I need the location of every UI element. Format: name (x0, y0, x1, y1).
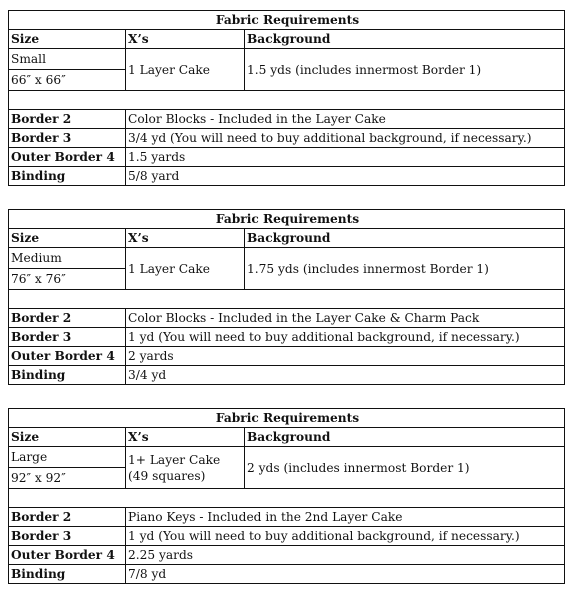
section-title: Fabric Requirements (9, 210, 565, 229)
background-value: 2 yds (includes innermost Border 1) (245, 447, 565, 489)
xs-header: X’s (126, 229, 245, 248)
row-value: 1.5 yards (126, 148, 565, 167)
row-value: 7/8 yd (126, 565, 565, 584)
section-small (8, 10, 564, 186)
xs-value (126, 49, 245, 91)
spacer-row (9, 489, 565, 508)
xs-value-line1: 1 Layer Cake (128, 62, 210, 77)
xs-header: X’s (126, 428, 245, 447)
row-label: Border 3 (9, 129, 126, 148)
spacer-row (9, 290, 565, 309)
row-value: 1 yd (You will need to buy additional background, if necessary.) (126, 328, 565, 347)
xs-value (126, 447, 245, 489)
row-value: Color Blocks - Included in the Layer Cake (126, 110, 565, 129)
row-value: 2.25 yards (126, 546, 565, 565)
size-header: Size (9, 229, 126, 248)
background-header: Background (245, 428, 565, 447)
section-title: Fabric Requirements (9, 409, 565, 428)
xs-value-line1: 1 Layer Cake (128, 261, 210, 276)
row-value: 2 yards (126, 347, 565, 366)
spacer-row (9, 91, 565, 110)
section-medium (8, 209, 564, 385)
row-value: 3/4 yd (You will need to buy additional background, if necessary.) (126, 129, 565, 148)
size-name: Large (9, 447, 126, 468)
size-name: Small (9, 49, 126, 70)
size-name: Medium (9, 248, 126, 269)
row-label: Binding (9, 167, 126, 186)
fabric-table-medium (8, 209, 565, 385)
fabric-table-large (8, 408, 565, 584)
row-value: Piano Keys - Included in the 2nd Layer Cake (126, 508, 565, 527)
row-label: Border 2 (9, 508, 126, 527)
row-label: Binding (9, 565, 126, 584)
row-label: Outer Border 4 (9, 347, 126, 366)
xs-header: X’s (126, 30, 245, 49)
size-header: Size (9, 30, 126, 49)
xs-value (126, 248, 245, 290)
background-value: 1.5 yds (includes innermost Border 1) (245, 49, 565, 91)
section-large (8, 408, 564, 584)
fabric-table-small (8, 10, 565, 186)
size-dims: 76″ x 76″ (9, 269, 126, 290)
row-label: Outer Border 4 (9, 546, 126, 565)
xs-value-line1: 1+ Layer Cake (128, 452, 221, 467)
row-value: Color Blocks - Included in the Layer Cake & Charm Pack (126, 309, 565, 328)
size-header: Size (9, 428, 126, 447)
row-label: Border 2 (9, 110, 126, 129)
row-value: 1 yd (You will need to buy additional background, if necessary.) (126, 527, 565, 546)
background-header: Background (245, 30, 565, 49)
background-value: 1.75 yds (includes innermost Border 1) (245, 248, 565, 290)
row-label: Binding (9, 366, 126, 385)
section-title: Fabric Requirements (9, 11, 565, 30)
row-label: Border 3 (9, 328, 126, 347)
xs-value-line2: (49 squares) (128, 468, 206, 483)
size-dims: 66″ x 66″ (9, 70, 126, 91)
size-dims: 92″ x 92″ (9, 468, 126, 489)
row-label: Border 3 (9, 527, 126, 546)
row-value: 3/4 yd (126, 366, 565, 385)
row-label: Border 2 (9, 309, 126, 328)
row-label: Outer Border 4 (9, 148, 126, 167)
row-value: 5/8 yard (126, 167, 565, 186)
background-header: Background (245, 229, 565, 248)
